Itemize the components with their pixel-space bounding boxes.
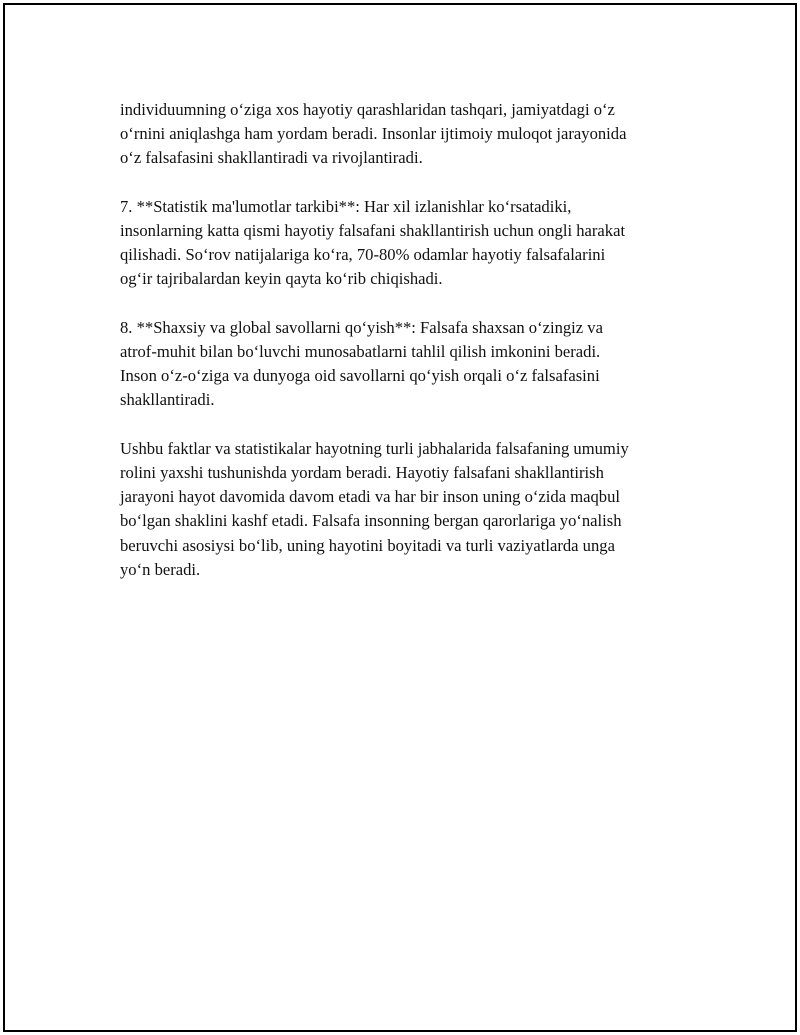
paragraph-conclusion [120,437,700,582]
paragraph-item-8-questions [120,316,700,413]
text-line: qilishadi. So‘rov natijalariga ko‘ra, 70-80% odamlar hayotiy falsafalarini [120,245,606,265]
text-line: o‘z falsafasini shakllantiradi va rivojlantiradi. [120,148,423,168]
text-line: individuumning o‘ziga xos hayotiy qarashlaridan tashqari, jamiyatdagi o‘z [120,100,615,119]
text-line: jarayoni hayot davomida davom etadi va har bir inson uning o‘zida maqbul [120,487,620,507]
text-line: shakllantiradi. [120,390,215,410]
paragraph-intro-continuation [120,98,700,171]
paragraph-item-7-statistics [120,195,700,292]
text-line: bo‘lgan shaklini kashf etadi. Falsafa insonning bergan qarorlariga yo‘nalish [120,511,622,531]
text-line: o‘rnini aniqlashga ham yordam beradi. Insonlar ijtimoiy muloqot jarayonida [120,124,627,144]
document-body [120,98,700,606]
text-line: yo‘n beradi. [120,559,201,579]
text-line: og‘ir tajribalardan keyin qayta ko‘rib chiqishadi. [120,269,443,289]
text-line: atrof-muhit bilan bo‘luvchi munosabatlarni tahlil qilish imkonini beradi. [120,342,601,361]
text-line: rolini yaxshi tushunishda yordam beradi. Hayotiy falsafani shakllantirish [120,463,604,482]
text-line: Ushbu faktlar va statistikalar hayotning turli jabhalarida falsafaning umumiy [120,438,629,458]
text-line: insonlarning katta qismi hayotiy falsafani shakllantirish uchun ongli harakat [120,221,626,240]
text-line: beruvchi asosiysi bo‘lib, uning hayotini boyitadi va turli vaziyatlarda unga [120,535,615,555]
text-line: 8. **Shaxsiy va global savollarni qo‘yish**: Falsafa shaxsan o‘zingiz va [120,317,603,337]
text-line: Inson o‘z-o‘ziga va dunyoga oid savollarni qo‘yish orqali o‘z falsafasini [120,366,600,386]
document-page [3,3,797,1032]
text-line: 7. **Statistik ma'lumotlar tarkibi**: Har xil izlanishlar ko‘rsatadiki, [120,196,572,216]
